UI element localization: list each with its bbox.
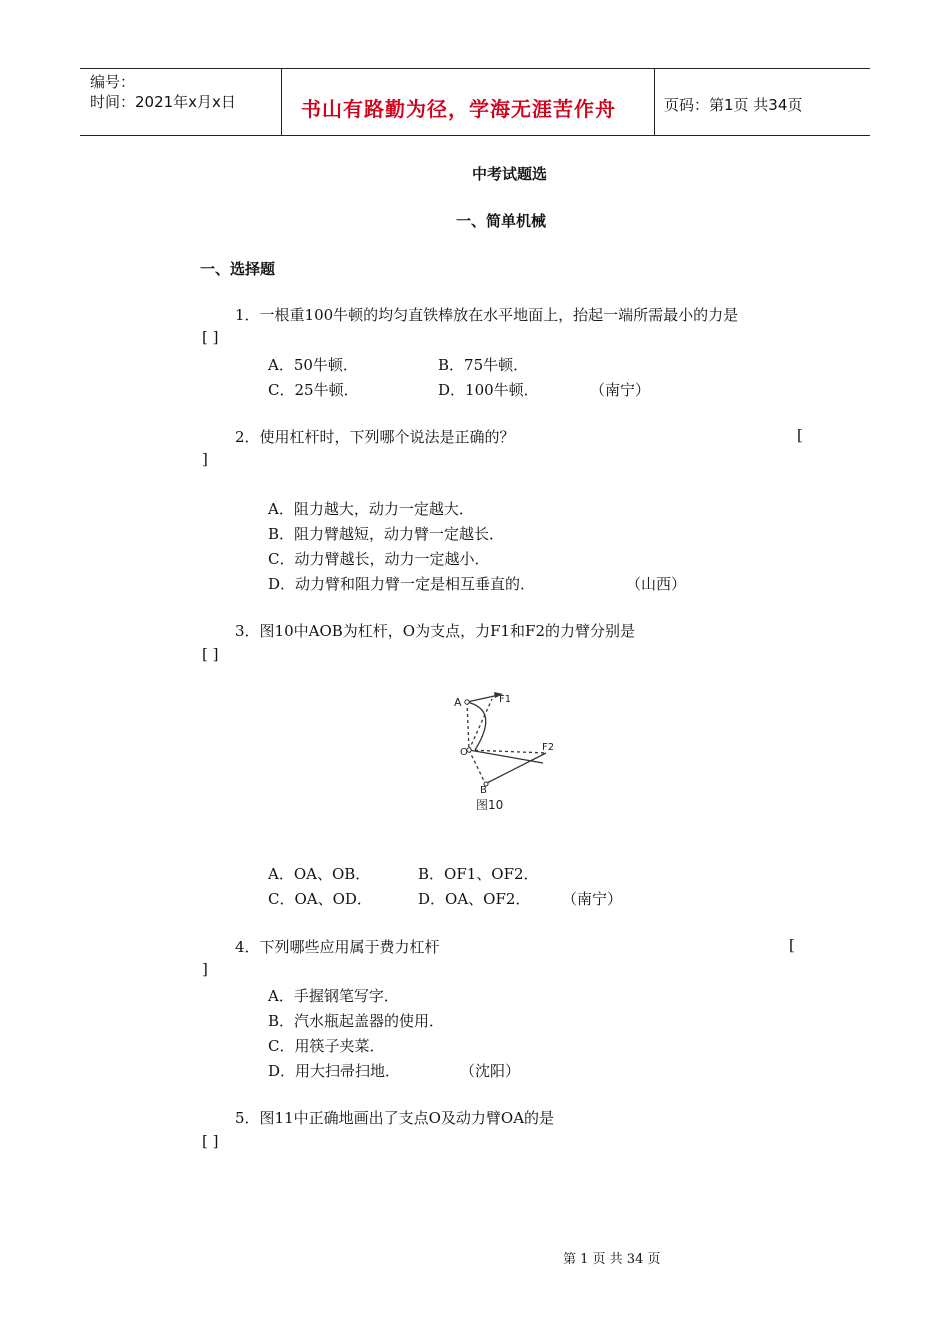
figure-label-f2: F2: [542, 742, 555, 753]
header-motto: 书山有路勤为径，学海无涯苦作舟: [301, 97, 616, 121]
question-stem: 4．下列哪些应用属于费力杠杆: [235, 938, 440, 956]
question-stem: 5．图11中正确地画出了支点O及动力臂OA的是: [235, 1109, 555, 1127]
chapter-title: 一、简单机械: [456, 212, 547, 230]
answer-bracket-open: [: [789, 936, 795, 954]
option-b: B．阻力臂越短，动力臂一定越长．: [268, 525, 505, 543]
option-d: D．100牛顿．: [438, 381, 539, 399]
answer-bracket: [ ]: [202, 645, 219, 663]
answer-bracket-close: ]: [202, 450, 208, 468]
option-d: D．OA、OF2．: [418, 890, 531, 908]
option-a: A．50牛顿．: [268, 356, 358, 374]
question-source: （山西）: [626, 575, 687, 593]
figure-label-a: A: [454, 696, 462, 709]
answer-bracket-close: ]: [202, 960, 208, 978]
question-source: （沈阳）: [460, 1062, 521, 1080]
question-source: （南宁）: [562, 890, 623, 908]
header-time-label: 时间：2021年x月x日: [90, 93, 236, 111]
option-b: B．汽水瓶起盖器的使用．: [268, 1012, 445, 1030]
option-b: B．75牛顿．: [438, 356, 529, 374]
answer-bracket: [ ]: [202, 1132, 219, 1150]
option-a: A．手握钢笔写字．: [268, 987, 399, 1005]
option-a: A．阻力越大，动力一定越大．: [268, 500, 474, 518]
option-c: C．用筷子夹菜．: [268, 1037, 385, 1055]
question-source: （南宁）: [590, 381, 651, 399]
section-title: 一、选择题: [200, 260, 276, 278]
question-stem: 3．图10中AOB为杠杆，O为支点，力F1和F2的力臂分别是: [235, 622, 635, 640]
question-stem: 2．使用杠杆时，下列哪个说法是正确的？: [235, 428, 515, 446]
option-c: C．25牛顿．: [268, 381, 359, 399]
figure-label-o: O: [460, 747, 468, 758]
option-b: B．OF1、OF2．: [418, 865, 539, 883]
figure-caption: 图10: [476, 798, 504, 812]
option-c: C．OA、OD．: [268, 890, 372, 908]
option-d: D．用大扫帚扫地．: [268, 1062, 401, 1080]
answer-bracket-open: [: [797, 426, 803, 444]
page-footer: 第 1 页 共 34 页: [563, 1252, 661, 1267]
option-c: C．动力臂越长，动力一定越小．: [268, 550, 490, 568]
header-number-label: 编号：: [90, 73, 136, 91]
figure-label-f1: F1: [499, 694, 512, 705]
question-stem: 1．一根重100牛顿的均匀直铁棒放在水平地面上，抬起一端所需最小的力是: [235, 306, 739, 324]
header-page-label: 页码：第1页 共34页: [664, 96, 803, 114]
doc-title: 中考试题选: [472, 165, 548, 183]
option-d: D．动力臂和阻力臂一定是相互垂直的．: [268, 575, 536, 593]
figure-10-lever-diagram: [445, 685, 570, 820]
figure-label-b: B: [480, 785, 487, 796]
option-a: A．OA、OB．: [268, 865, 371, 883]
answer-bracket: [ ]: [202, 328, 219, 346]
